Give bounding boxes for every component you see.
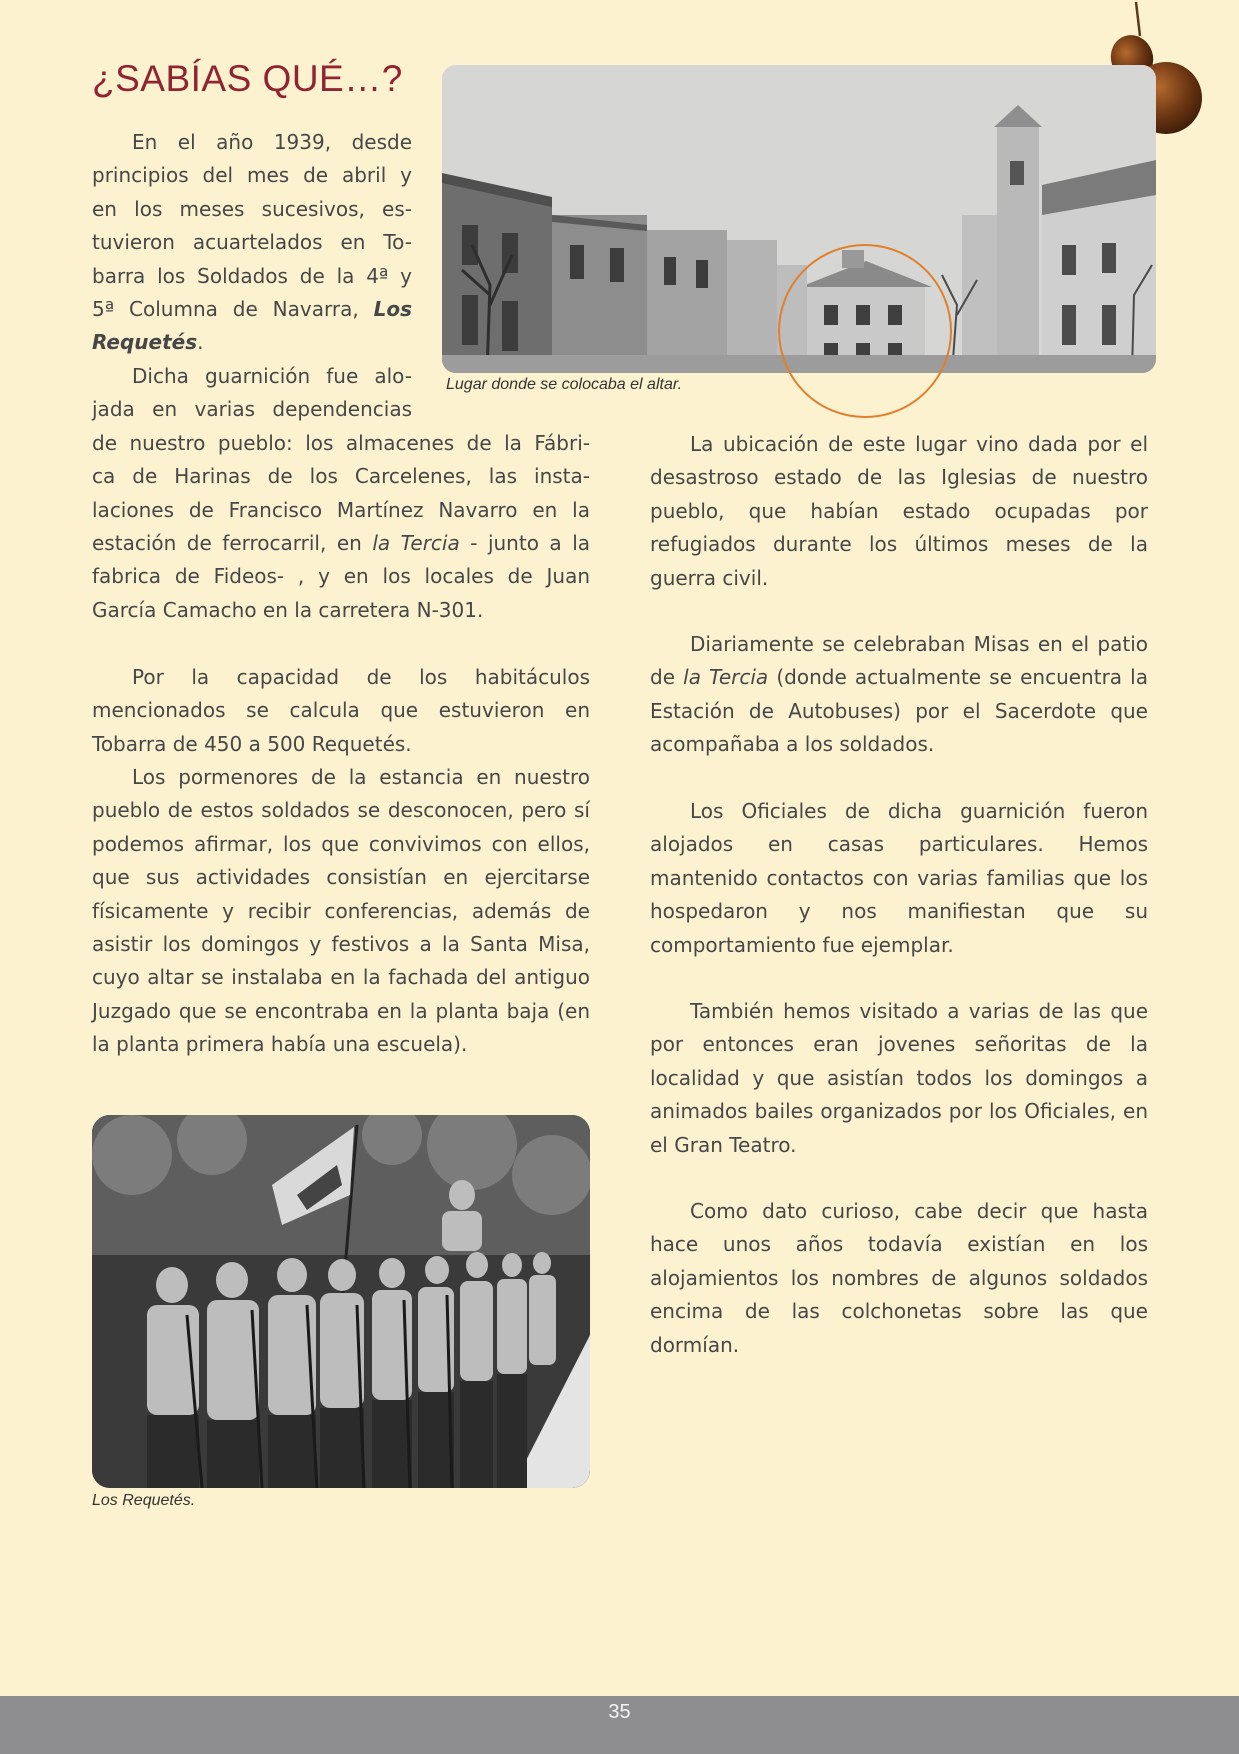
town-square-photo-caption: Lugar donde se colocaba el altar. xyxy=(446,376,683,393)
right-paragraph-5: Como dato curioso, cabe decir que hasta hace unos años todavía existían en los alojamientos los nombres de algunos soldados encima de las colchonetas sobre las que dormían. xyxy=(650,1199,1148,1357)
right-paragraph-2: Diariamente se celebraban Misas en el patio de la Tercia (donde actualmente se encuentra la Estación de Autobuses) por el Sacerdote que acompañaba a los soldados. xyxy=(650,632,1148,757)
requetes-scene xyxy=(92,1115,590,1488)
left-paragraph-2: Dicha guarnición fue alo- jada en varias dependencias de nuestro pueblo: los almacenes de la Fábri- ca de Harinas de los Carcelenes, las insta- laciones de Francisco Martínez Navarro en la estación de ferrocarril, en la Tercia - junto a la fabrica de Fideos- , y en los locales de Juan García Camacho en la carretera N-301. xyxy=(92,364,591,622)
requetes-photo xyxy=(92,1115,590,1488)
page-number: 35 xyxy=(608,1701,631,1723)
left-paragraph-4: Los pormenores de la estancia en nuestro pueblo de estos soldados se desconocen, pero sí podemos afirmar, los que convivimos con ellos, que sus actividades consistían en ejercitarse físicamente y recibir conferencias, además de asistir los domingos y festivos a la Santa Misa, cuyo altar se instalaba en la fachada del antiguo Juzgado que se encontraba en la planta baja (en la planta primera había una escuela). xyxy=(92,765,590,1057)
page-title: ¿SABÍAS QUÉ…? xyxy=(92,58,403,99)
right-paragraph-1: La ubicación de este lugar vino dada por el desastroso estado de las Iglesias de nuestro pueblo, que habían estado ocupadas por refugiados durante los últimos meses de la guerra civil. xyxy=(650,432,1148,590)
right-paragraph-3: Los Oficiales de dicha guarnición fueron alojados en casas particulares. Hemos mantenido contactos con varias familias que los hospedaron y nos manifiestan que su comportamiento fue ejemplar. xyxy=(650,799,1148,957)
left-paragraph-3: Por la capacidad de los habitáculos mencionados se calcula que estuvieron en Tobarra de 450 a 500 Requetés. xyxy=(92,665,590,756)
right-paragraph-4: También hemos visitado a varias de las que por entonces eran jovenes señoritas de la localidad y que asistían todos los domingos a animados bailes organizados por los Oficiales, en el Gran Teatro. xyxy=(650,999,1148,1157)
left-paragraph-1: En el año 1939, desde principios del mes de abril y en los meses sucesivos, es- tuvieron acuartelados en To- barra los Soldados de la 4ª y 5ª Columna de Navarra, Los Requetés. xyxy=(92,130,412,355)
altar-highlight-circle xyxy=(776,242,954,420)
requetes-photo-caption: Los Requetés. xyxy=(92,1492,196,1509)
